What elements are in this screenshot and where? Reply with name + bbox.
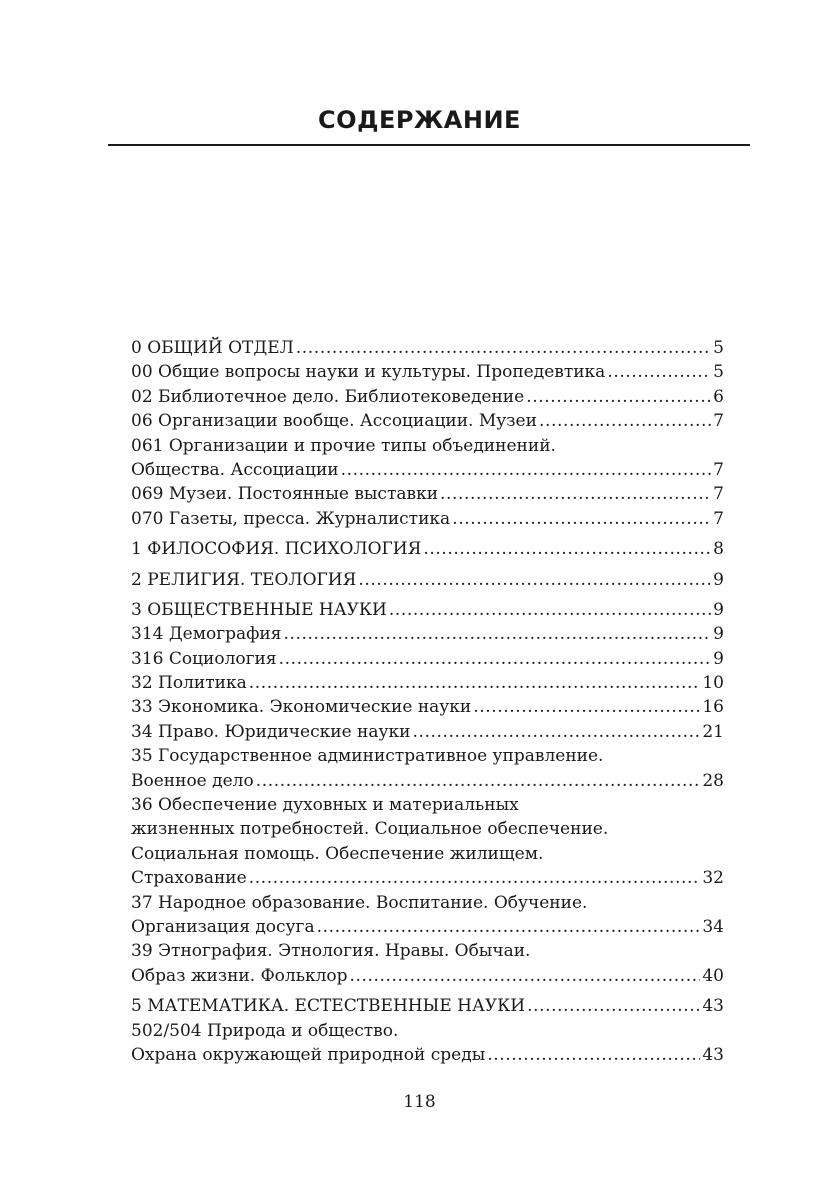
toc-entry	[131, 434, 724, 458]
toc-entry-page: 7	[713, 508, 724, 529]
toc-entry-page: 32	[702, 868, 724, 889]
toc-entry-page: 7	[713, 459, 724, 480]
toc-entry	[131, 622, 724, 646]
toc-leader-dots	[358, 568, 711, 592]
toc-entry	[131, 994, 724, 1018]
toc-entry-page: 43	[702, 996, 724, 1017]
toc-entry	[131, 1019, 724, 1043]
toc-entry	[131, 866, 724, 890]
toc-entry	[131, 695, 724, 719]
toc-entry-page: 43	[702, 1044, 724, 1065]
toc-entry-page: 9	[713, 569, 724, 590]
toc-entry-title: Социальная помощь. Обеспечение жилищем.	[131, 843, 544, 864]
toc-entry	[131, 360, 724, 384]
toc-entry-title: жизненных потребностей. Социальное обеспечение.	[131, 819, 609, 840]
toc-leader-dots	[412, 720, 700, 744]
toc-entry	[131, 671, 724, 695]
toc-entry-title: Страхование	[131, 868, 247, 889]
toc-leader-dots	[487, 1043, 700, 1067]
toc-leader-dots	[527, 994, 700, 1018]
toc-entry-title: 1 ФИЛОСОФИЯ. ПСИХОЛОГИЯ	[131, 539, 422, 560]
toc-leader-dots	[423, 537, 711, 561]
toc-leader-dots	[249, 866, 701, 890]
toc-entry	[131, 891, 724, 915]
heading-rule	[108, 144, 750, 146]
toc-entry-title: 069 Музеи. Постоянные выставки	[131, 484, 439, 505]
toc-entry-title: Охрана окружающей природной среды	[131, 1044, 486, 1065]
page-heading: СОДЕРЖАНИЕ	[318, 106, 521, 134]
toc-leader-dots	[389, 598, 711, 622]
toc-entry-title: 2 РЕЛИГИЯ. ТЕОЛОГИЯ	[131, 569, 357, 590]
toc-entry-page: 7	[713, 411, 724, 432]
toc-entry	[131, 507, 724, 531]
toc-entry-page: 6	[713, 386, 724, 407]
toc-entry	[131, 817, 724, 841]
toc-entry	[131, 385, 724, 409]
toc-entry-title: Организация досуга	[131, 916, 315, 937]
toc-entry	[131, 842, 724, 866]
toc-entry-page: 5	[713, 362, 724, 383]
toc-entry-title: 06 Организации вообще. Ассоциации. Музеи	[131, 411, 537, 432]
toc-entry-title: 00 Общие вопросы науки и культуры. Пропедевтика	[131, 362, 606, 383]
toc-entry	[131, 482, 724, 506]
toc-entry-title: 3 ОБЩЕСТВЕННЫЕ НАУКИ	[131, 599, 387, 620]
toc-entry-title: 314 Демография	[131, 624, 282, 645]
toc-entry-page: 8	[713, 539, 724, 560]
toc-leader-dots	[526, 385, 711, 409]
toc-leader-dots	[539, 409, 711, 433]
toc-entry-page: 40	[702, 965, 724, 986]
toc-entry-page: 21	[702, 721, 724, 742]
toc-entry	[131, 1043, 724, 1067]
toc-entry	[131, 409, 724, 433]
toc-entry-title: 37 Народное образование. Воспитание. Обучение.	[131, 892, 588, 913]
toc-entry-title: 36 Обеспечение духовных и материальных	[131, 795, 519, 816]
toc-leader-dots	[341, 458, 712, 482]
toc-entry	[131, 647, 724, 671]
toc-entry-title: 33 Экономика. Экономические науки	[131, 697, 472, 718]
toc-entry	[131, 964, 724, 988]
toc-entry-title: 5 МАТЕМАТИКА. ЕСТЕСТВЕННЫЕ НАУКИ	[131, 996, 526, 1017]
toc-entry-title: 0 ОБЩИЙ ОТДЕЛ	[131, 338, 294, 358]
toc-entry-title: Общества. Ассоциации	[131, 459, 339, 480]
toc-entry-page: 34	[702, 916, 724, 937]
toc-entry	[131, 744, 724, 768]
toc-leader-dots	[296, 336, 711, 360]
toc-entry	[131, 598, 724, 622]
toc-entry	[131, 458, 724, 482]
toc-entry-page: 28	[702, 770, 724, 791]
toc-entry	[131, 336, 724, 360]
toc-entry-page: 16	[702, 697, 724, 718]
toc-entry	[131, 939, 724, 963]
toc-entry-title: 502/504 Природа и общество.	[131, 1020, 399, 1041]
toc-entry-title: 02 Библиотечное дело. Библиотековедение	[131, 386, 525, 407]
toc-entry	[131, 537, 724, 561]
toc-entry	[131, 915, 724, 939]
toc-leader-dots	[249, 671, 701, 695]
toc-entry	[131, 793, 724, 817]
toc-entry-title: 34 Право. Юридические науки	[131, 721, 411, 742]
table-of-contents	[131, 336, 724, 1067]
toc-entry-page: 7	[713, 484, 724, 505]
toc-leader-dots	[440, 482, 711, 506]
toc-entry-page: 9	[713, 599, 724, 620]
toc-entry	[131, 568, 724, 592]
toc-leader-dots	[607, 360, 711, 384]
toc-leader-dots	[283, 622, 711, 646]
toc-entry-page: 10	[702, 673, 724, 694]
toc-entry	[131, 769, 724, 793]
toc-entry-title: 32 Политика	[131, 673, 247, 694]
toc-entry-page: 5	[713, 338, 724, 358]
toc-leader-dots	[317, 915, 701, 939]
toc-entry-title: Образ жизни. Фольклор	[131, 965, 348, 986]
toc-entry-page: 9	[713, 624, 724, 645]
toc-entry	[131, 720, 724, 744]
toc-leader-dots	[473, 695, 700, 719]
toc-entry-title: 316 Социология	[131, 648, 277, 669]
toc-leader-dots	[452, 507, 711, 531]
toc-entry-page: 9	[713, 648, 724, 669]
toc-entry-title: 35 Государственное административное управление.	[131, 746, 604, 767]
toc-leader-dots	[256, 769, 701, 793]
toc-leader-dots	[350, 964, 701, 988]
toc-leader-dots	[279, 647, 712, 671]
toc-entry-title: 070 Газеты, пресса. Журналистика	[131, 508, 451, 529]
toc-entry-title: Военное дело	[131, 770, 254, 791]
toc-entry-title: 061 Организации и прочие типы объединений.	[131, 435, 556, 456]
page-number: 118	[403, 1092, 436, 1112]
toc-entry-title: 39 Этнография. Этнология. Нравы. Обычаи.	[131, 941, 531, 962]
